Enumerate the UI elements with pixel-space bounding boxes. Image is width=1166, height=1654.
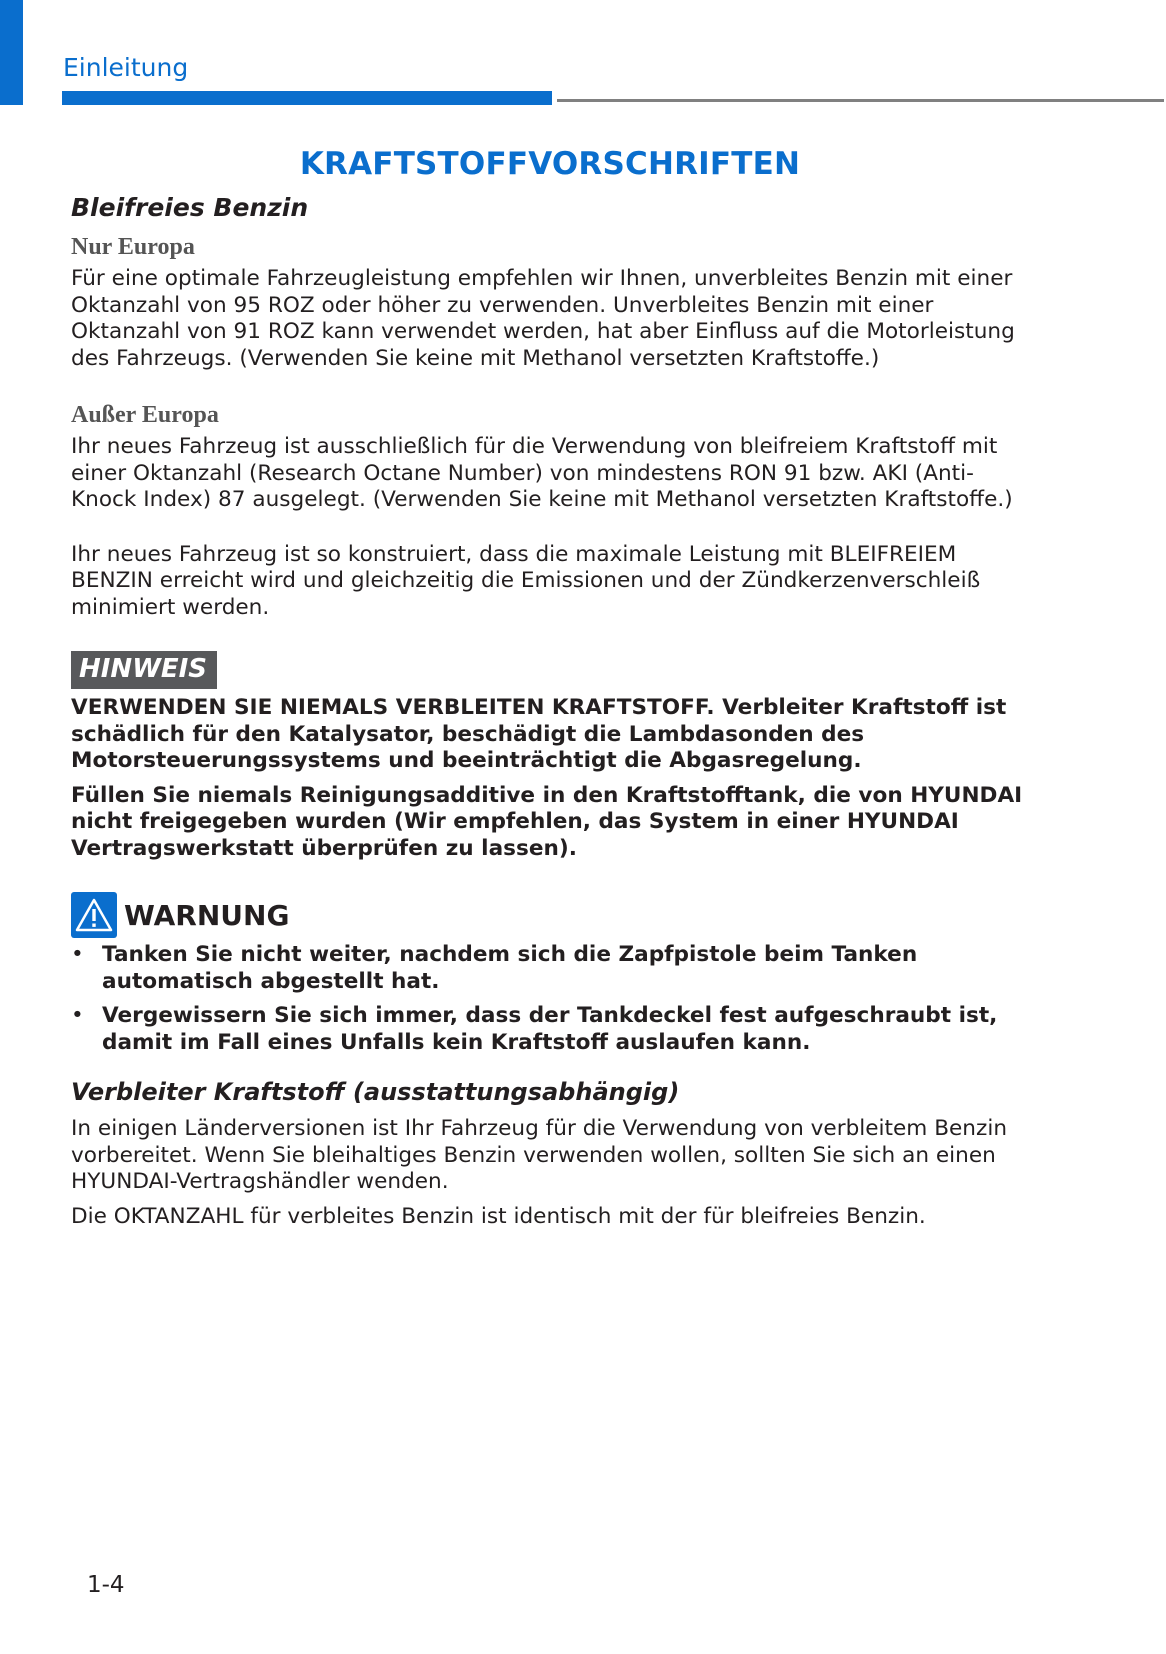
outside-europe-label: Außer Europa	[71, 402, 219, 428]
section-label: Einleitung	[63, 53, 189, 82]
warning-item: • Vergewissern Sie sich immer, dass der Tankdeckel fest aufgeschraubt ist, damit im Fall eines Unfalls kein Kraftstoff auslaufen kann.	[71, 1003, 1031, 1056]
warning-title: WARNUNG	[124, 898, 290, 932]
page-number: 1-4	[87, 1572, 125, 1598]
leaded-paragraph-2: Die OKTANZAHL für verbleites Benzin ist identisch mit der für bleifreies Benzin.	[71, 1203, 926, 1229]
note-badge: HINWEIS	[71, 651, 217, 689]
page-title: KRAFTSTOFFVORSCHRIFTEN	[299, 146, 801, 182]
outside-europe-text: Ihr neues Fahrzeug ist ausschließlich für die Verwendung von bleifreiem Kraftstoff mit einer Oktanzahl (Research Octane Number) von mindestens RON 91 bzw. AKI (Anti-Knock Index) 87 ausgelegt. (Verwenden Sie keine mit Methanol versetzten Kraftstoffe.)	[71, 434, 1013, 512]
warning-header	[71, 892, 1031, 938]
main-content	[71, 192, 1031, 1230]
warning-list	[71, 942, 1031, 1056]
leaded-heading: Verbleiter Kraftstoff (ausstattungsabhängig)	[71, 1078, 680, 1106]
design-text: Ihr neues Fahrzeug ist so konstruiert, dass die maximale Leistung mit BLEIFREIEM BENZIN erreicht wird und gleichzeitig die Emissionen und der Zündkerzenverschleiß minimiert werden.	[71, 541, 981, 620]
note-paragraph-1: VERWENDEN SIE NIEMALS VERBLEITEN KRAFTSTOFF. Verbleiter Kraftstoff ist schädlich für den Katalysator, beschädigt die Lambdasonden des Motorsteuerungssystems und beeinträchtigt die Abgasregelung.	[71, 695, 1007, 773]
warning-triangle-icon	[71, 892, 117, 938]
leaded-paragraph-1: In einigen Länderversionen ist Ihr Fahrzeug für die Verwendung von verbleitem Benzin vorbereitet. Wenn Sie bleihaltiges Benzin verwenden wollen, sollten Sie sich an einen HYUNDAI-Vertragshändler wenden.	[71, 1116, 1008, 1194]
unleaded-heading: Bleifreies Benzin	[71, 193, 309, 222]
header-rule-gray	[557, 99, 1164, 102]
note-paragraph-2: Füllen Sie niemals Reinigungsadditive in den Kraftstofftank, die von HYUNDAI nicht freigegeben wurden (Wir empfehlen, das System in einer HYUNDAI Vertragswerkstatt überprüfen zu lassen).	[71, 782, 1023, 861]
header-rule-blue	[62, 91, 552, 105]
side-accent-bar	[0, 0, 23, 105]
europe-text: Für eine optimale Fahrzeugleistung empfehlen wir Ihnen, unverbleites Benzin mit einer Oktanzahl von 95 ROZ oder höher zu verwenden. Unverbleites Benzin mit einer Oktanzahl von 91 ROZ kann verwendet werden, hat aber Einfluss auf die Motorleistung des Fahrzeugs. (Verwenden Sie keine mit Methanol versetzten Kraftstoffe.)	[71, 266, 1015, 371]
warning-item: • Tanken Sie nicht weiter, nachdem sich die Zapfpistole beim Tanken automatisch abgestellt hat.	[71, 942, 1031, 995]
europe-label: Nur Europa	[71, 234, 195, 260]
